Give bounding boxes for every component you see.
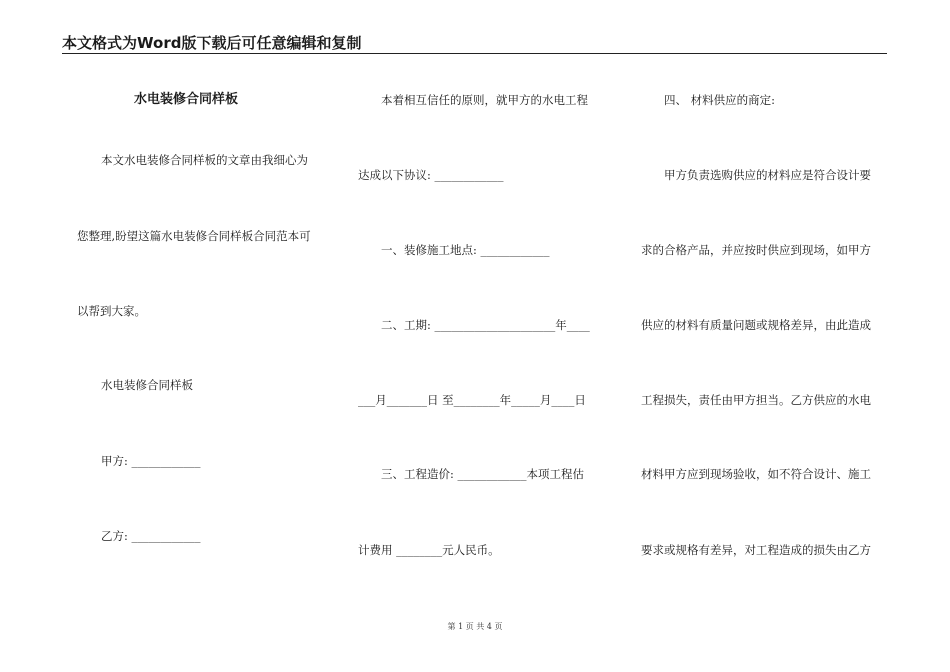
- paragraph-line: 以帮到大家。: [77, 304, 146, 318]
- party-a-line: 甲方: ____________: [101, 454, 201, 468]
- clause-location-line: 一、装修施工地点: ____________: [381, 243, 550, 257]
- paragraph-line: 您整理,盼望这篇水电装修合同样板合同范本可: [77, 229, 311, 243]
- clause-cost-amount-line: 计费用 ________元人民币。: [358, 543, 500, 557]
- paragraph-line: 达成以下协议: ____________: [358, 168, 504, 182]
- clause-materials-heading: 四、 材料供应的商定:: [664, 93, 776, 107]
- paragraph-line: 供应的材料有质量问题或规格差异，由此造成: [641, 318, 871, 332]
- paragraph-line: 甲方负责选购供应的材料应是符合设计要: [664, 168, 871, 182]
- header-title: 本文格式为Word版下载后可任意编辑和复制: [62, 34, 362, 52]
- clause-period-dates-line: ___月_______日 至________年_____月____日: [358, 393, 586, 407]
- party-b-line: 乙方: ____________: [101, 529, 201, 543]
- paragraph-line: 材料甲方应到现场验收，如不符合设计、施工: [641, 467, 871, 481]
- document-title: 水电装修合同样板: [134, 92, 239, 107]
- document-header: [62, 33, 887, 54]
- paragraph-line: 本着相互信任的原则，就甲方的水电工程: [381, 93, 588, 107]
- paragraph-line: 本文水电装修合同样板的文章由我细心为: [101, 153, 308, 167]
- clause-cost-line: 三、工程造价: ____________本项工程估: [381, 467, 585, 481]
- clause-period-line: 二、工期: _____________________年____: [381, 318, 590, 332]
- paragraph-line: 工程损失，责任由甲方担当。乙方供应的水电: [641, 393, 871, 407]
- paragraph-line: 要求或规格有差异，对工程造成的损失由乙方: [641, 543, 871, 557]
- subtitle-line: 水电装修合同样板: [101, 378, 193, 392]
- page-number: 第 1 页 共 4 页: [447, 622, 503, 631]
- paragraph-line: 求的合格产品，并应按时供应到现场，如甲方: [641, 243, 871, 257]
